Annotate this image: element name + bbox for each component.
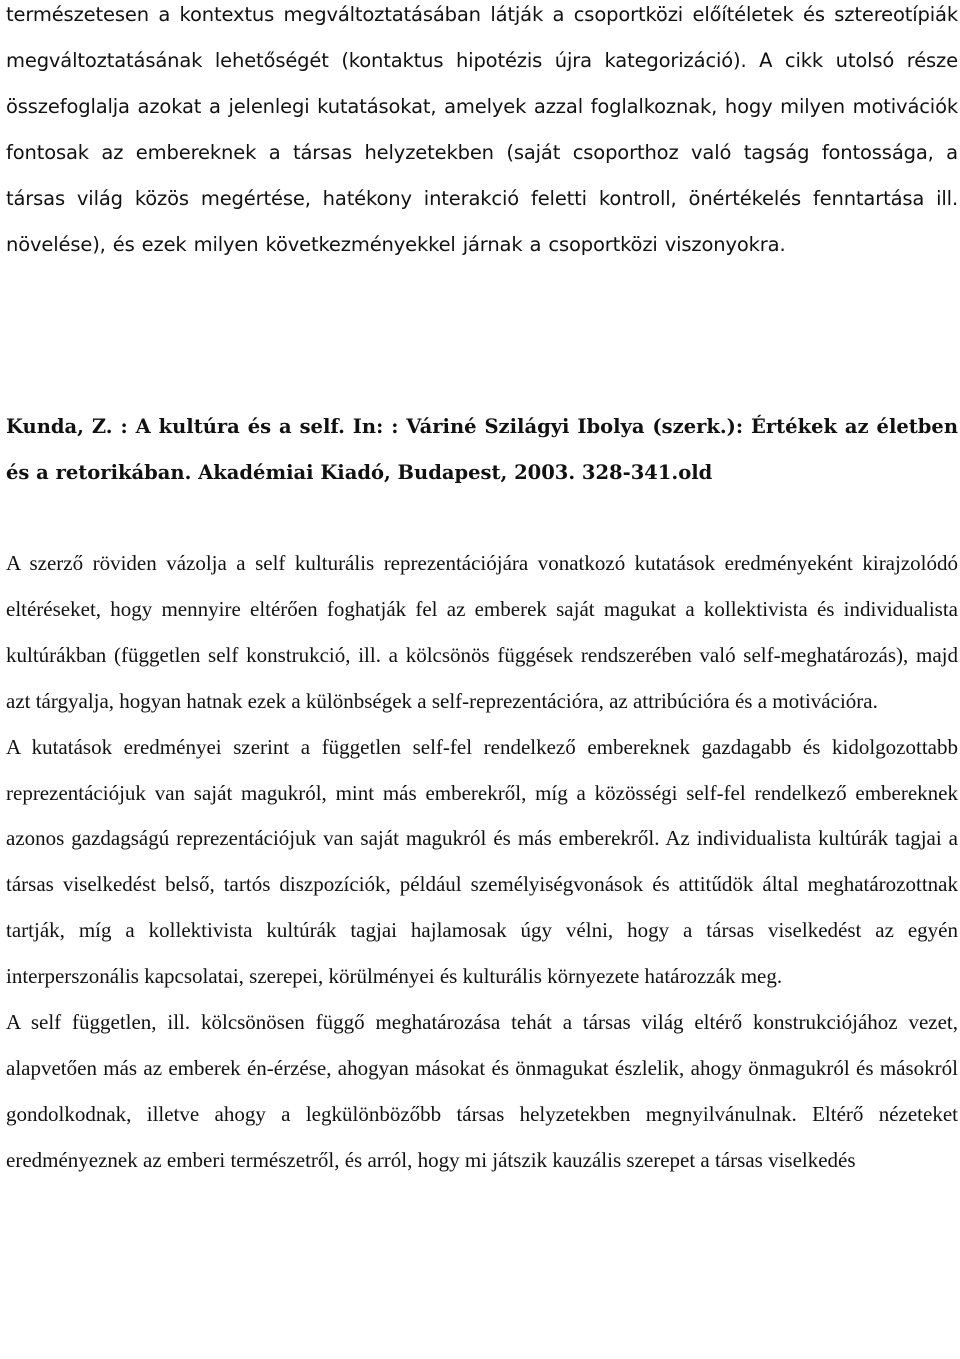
reference-block xyxy=(6,404,958,495)
body-paragraph-2: A kutatások eredményei szerint a független self-fel rendelkező embereknek gazdagabb és kidolgozottabb reprezentációjuk van saját magukról, mint más emberekről, míg a közösségi self-fel rendelkező embereknek azonos gazdagságú reprezentációjuk van saját magukról és más emberekről. Az individualista kultúrák tagjai a társas viselkedést belső, tartós diszpozíciók, például személyiségvonások és attitűdök által meghatározottnak tartják, míg a kollektivista kultúrák tagjai hajlamosak úgy vélni, hogy a társas viselkedést az egyén interperszonális kapcsolatai, szerepei, körülményei és kulturális környezete határozzák meg. xyxy=(6,734,958,989)
body-paragraph-1: A szerző röviden vázolja a self kulturális reprezentációjára vonatkozó kutatások eredményeként kirajzolódó eltéréseket, hogy mennyire eltérően foghatják fel az emberek saját magukat a kollektivista és individualista kultúrákban (független self konstrukció, ill. a kölcsönös függések rendszerében való self-meghatározás), majd azt tárgyalja, hogyan hatnak ezek a különbségek a self-reprezentációra, az attribúcióra és a motivációra. xyxy=(6,551,958,713)
body-block xyxy=(6,541,958,1184)
intro-block xyxy=(6,0,958,267)
intro-paragraph: természetesen a kontextus megváltoztatásában látják a csoportközi előítéletek és sztereotípiák megváltoztatásának lehetőségét (kontaktus hipotézis újra kategorizáció). A cikk utolsó része összefoglalja azokat a jelenlegi kutatásokat, amelyek azzal foglalkoznak, hogy milyen motivációk fontosak az embereknek a társas helyzetekben (saját csoporthoz való tagság fontossága, a társas világ közös megértése, hatékony interakció feletti kontroll, önértékelés fenntartása ill. növelése), és ezek milyen következményekkel járnak a csoportközi viszonyokra. xyxy=(6,3,958,256)
bibliographic-reference: Kunda, Z. : A kultúra és a self. In: : Váriné Szilágyi Ibolya (szerk.): Értékek az életben és a retorikában. Akadémiai Kiadó, Budapest, 2003. 328-341.old xyxy=(6,415,958,484)
body-paragraph-3: A self független, ill. kölcsönösen függő meghatározása tehát a társas világ eltérő konstrukciójához vezet, alapvetően más az emberek én-érzése, ahogyan másokat és önmagukat észlelik, ahogy önmagukról és másokról gondolkodnak, illetve ahogy a legkülönbözőbb társas helyzetekben megnyilvánulnak. Eltérő nézeteket eredményeznek az emberi természetről, és arról, hogy mi játszik kauzális szerepet a társas viselkedés xyxy=(6,1010,958,1172)
